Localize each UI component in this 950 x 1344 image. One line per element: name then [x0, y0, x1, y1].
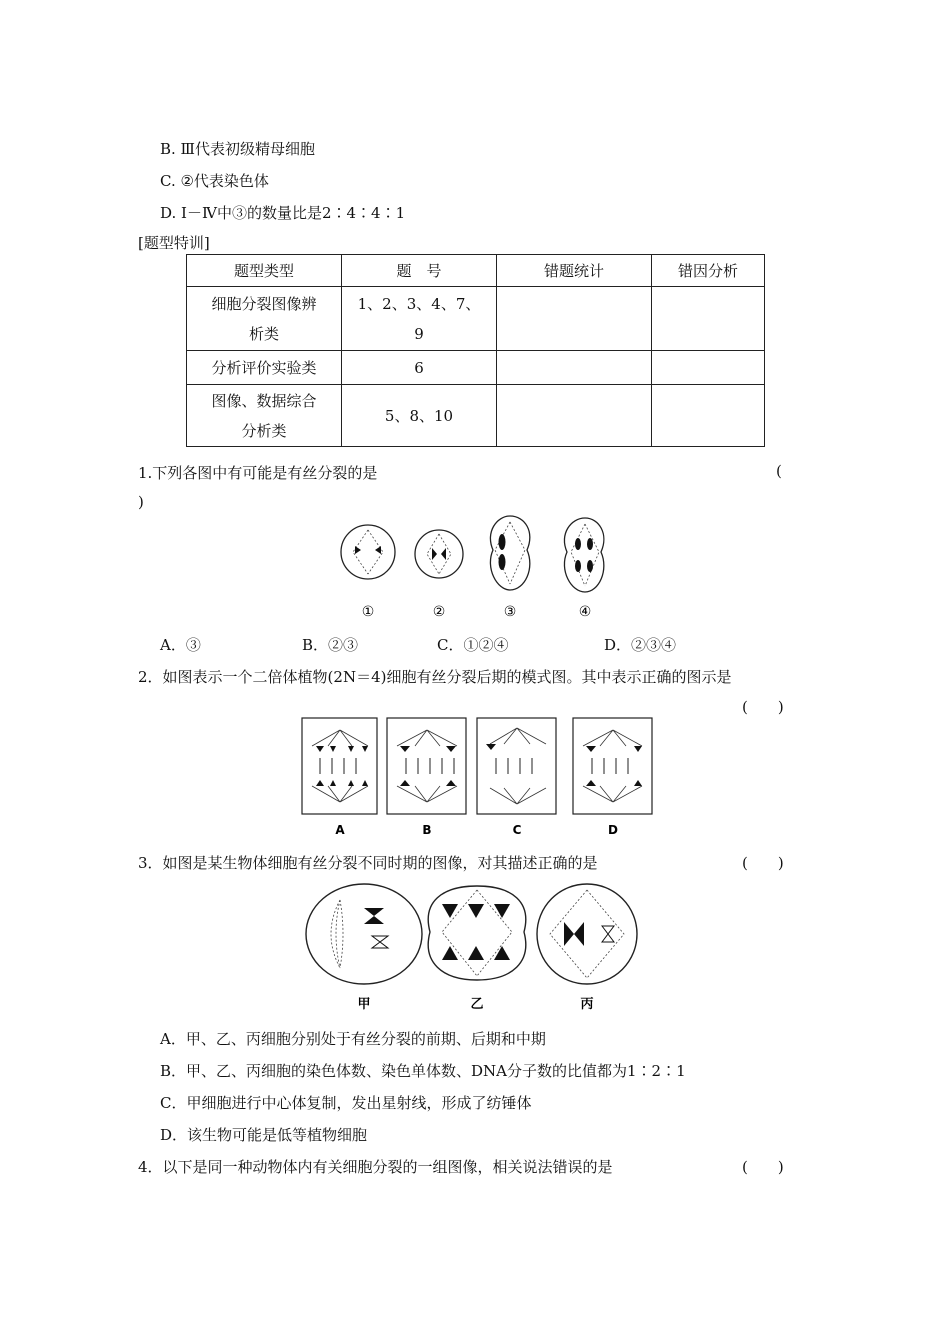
q2-figure-label: B [422, 823, 432, 837]
q1-stem: 1.下列各图中有可能是有丝分裂的是 [138, 464, 378, 482]
q3-cell-figure [302, 882, 642, 1017]
q1-option-a: A．③ [160, 636, 201, 654]
table-cell-type: 细胞分裂图像辨 析类 [187, 287, 342, 351]
q3-option-a: A．甲、乙、丙细胞分别处于有丝分裂的前期、后期和中期 [160, 1030, 546, 1048]
q3-option-c: C．甲细胞进行中心体复制，发出星射线，形成了纺锤体 [160, 1094, 532, 1112]
q4-paren: ( ) [742, 1158, 784, 1176]
table-header-row [187, 255, 765, 287]
table-row [187, 351, 765, 385]
q2-figure-label: D [608, 823, 618, 837]
q2-figure-label: A [335, 823, 345, 837]
q1-figure-label: ④ [578, 604, 592, 620]
question-type-table [186, 254, 765, 447]
section-title: [题型特训] [138, 234, 210, 252]
table-cell-type: 分析评价实验类 [187, 351, 342, 385]
q1-option-d: D．②③④ [604, 636, 677, 654]
q3-figure-label: 乙 [470, 997, 484, 1012]
q1-figure-label: ③ [503, 604, 517, 620]
q2-figure-label: C [512, 823, 522, 837]
prev-option-b: B. Ⅲ代表初级精母细胞 [160, 140, 316, 158]
q1-option-c: C．①②④ [437, 636, 509, 654]
q1-option-b: B．②③ [302, 636, 359, 654]
table-cell-error-cause [652, 385, 765, 447]
q3-option-d: D．该生物可能是低等植物细胞 [160, 1126, 368, 1144]
table-row [187, 385, 765, 447]
q3-paren: ( ) [742, 854, 784, 872]
q3-figure-label: 甲 [357, 997, 371, 1012]
table-cell-error-count [497, 287, 652, 351]
table-header: 错因分析 [652, 255, 765, 287]
table-cell-type: 图像、数据综合 分析类 [187, 385, 342, 447]
q3-option-b: B．甲、乙、丙细胞的染色体数、染色单体数、DNA分子数的比值都为1∶2∶1 [160, 1062, 686, 1080]
q3-figure-label: 丙 [580, 997, 594, 1012]
table-cell-number: 5、8、10 [342, 385, 497, 447]
q4-stem: 4．以下是同一种动物体内有关细胞分裂的一组图像，相关说法错误的是 [138, 1158, 613, 1176]
q3-stem: 3．如图是某生物体细胞有丝分裂不同时期的图像，对其描述正确的是 [138, 854, 598, 872]
table-cell-error-cause [652, 287, 765, 351]
prev-option-c: C. ②代表染色体 [160, 172, 269, 190]
q1-paren-close: ) [138, 493, 144, 511]
q2-paren: ( ) [742, 698, 784, 716]
q2-stem: 2．如图表示一个二倍体植物(2N＝4)细胞有丝分裂后期的模式图。其中表示正确的图示是 [138, 668, 732, 686]
q1-figure-label: ① [361, 604, 375, 620]
q1-cell-figure [335, 512, 625, 627]
table-cell-number: 6 [342, 351, 497, 385]
table-header: 题 号 [342, 255, 497, 287]
table-cell-error-count [497, 351, 652, 385]
table-cell-number: 1、2、3、4、7、 9 [342, 287, 497, 351]
q2-anaphase-figure [300, 716, 660, 838]
prev-option-d: D. Ⅰ－Ⅳ中③的数量比是2∶4∶4∶1 [160, 204, 406, 222]
q1-figure-label: ② [432, 604, 446, 620]
q1-paren-open: ( [776, 462, 782, 480]
table-cell-error-cause [652, 351, 765, 385]
table-cell-error-count [497, 385, 652, 447]
table-header: 题型类型 [187, 255, 342, 287]
table-header: 错题统计 [497, 255, 652, 287]
table-row [187, 287, 765, 351]
